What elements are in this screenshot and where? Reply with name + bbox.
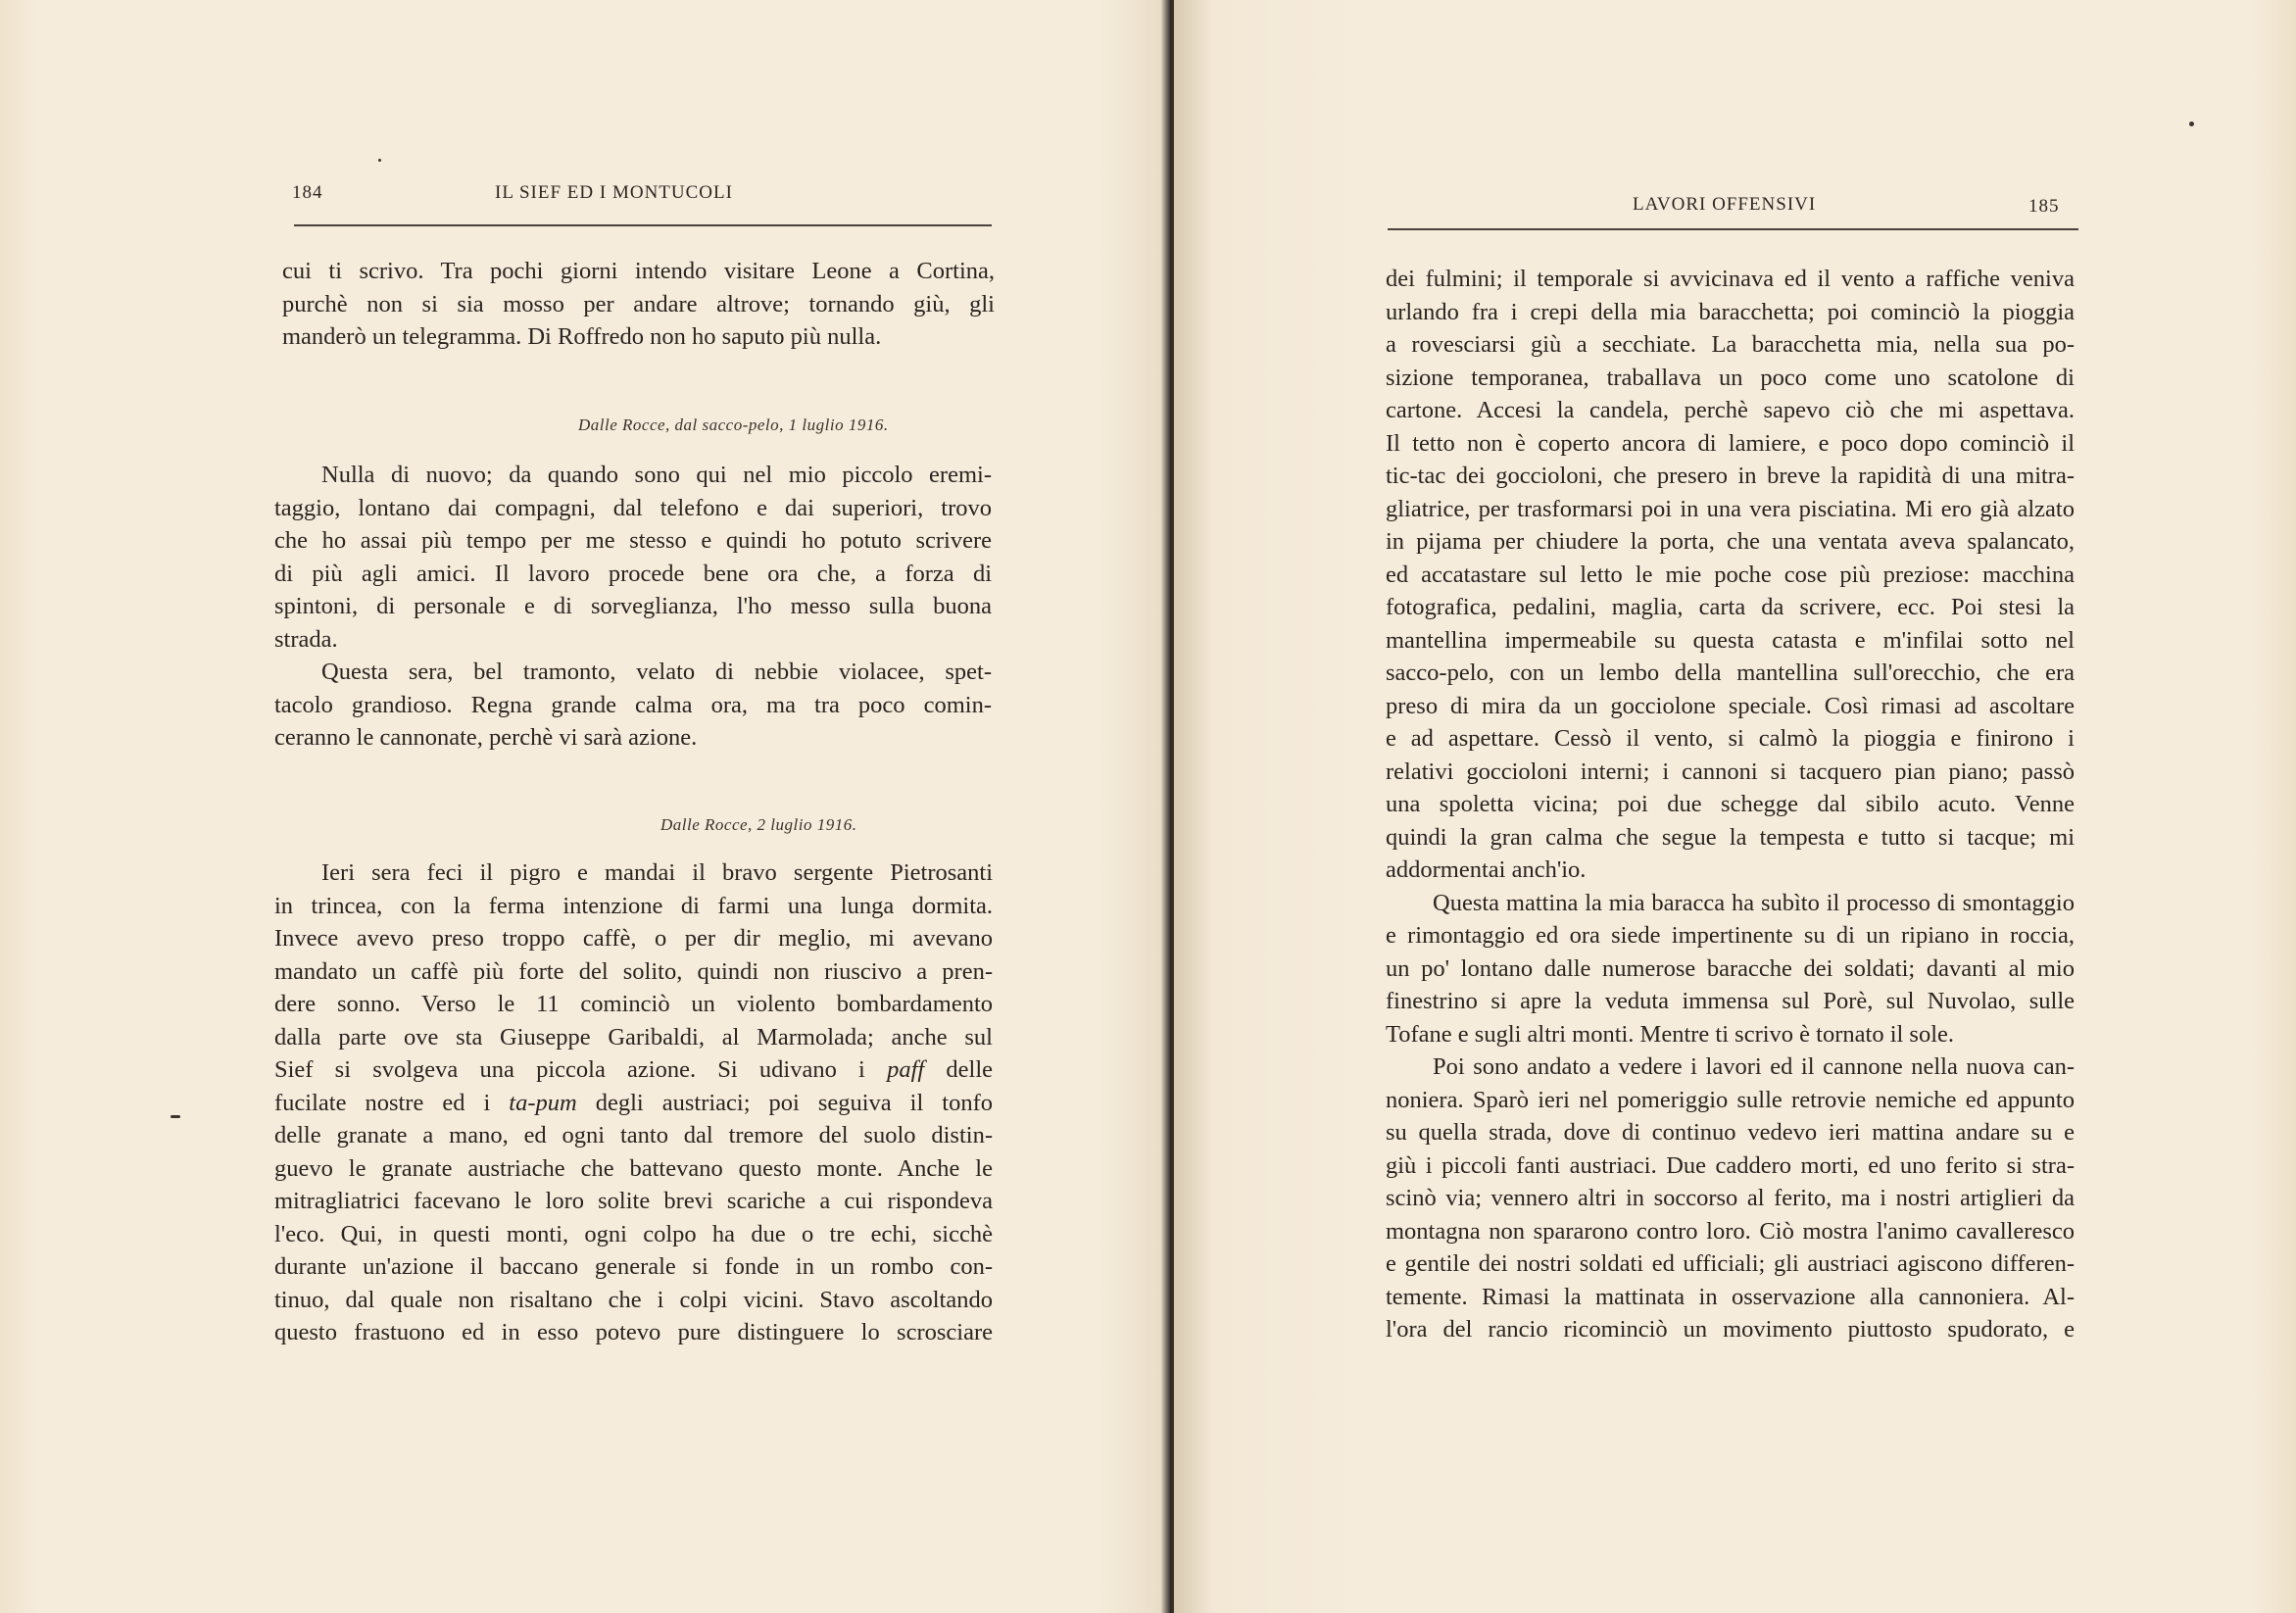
dateline-1: Dalle Rocce, dal sacco-pelo, 1 luglio 1916. — [578, 415, 889, 434]
paff-word: paff — [887, 1056, 925, 1083]
text-line: una spoletta vicina; poi due schegge dal sibilo acuto. Venne — [1386, 791, 2075, 817]
text-line: purchè non si sia mosso per andare altrove; tornando giù, gli — [282, 290, 995, 318]
text-line: Questa sera, bel tramonto, velato di nebbie violacee, spet- — [321, 659, 992, 685]
right-page — [1174, 0, 2296, 1613]
right-para-1 — [1386, 263, 2075, 1346]
text-line: tacolo grandioso. Regna grande calma ora, ma tra poco comin- — [274, 691, 992, 718]
text-line: noniera. Sparò ieri nel pomeriggio sulle retrovie nemiche ed appunto — [1386, 1086, 2075, 1113]
text-line: in pijama per chiudere la porta, che una ventata aveva spalancato, — [1386, 528, 2075, 555]
text-line: taggio, lontano dai compagni, dal telefono e dai superiori, trovo — [274, 494, 992, 521]
text-line: scinò via; vennero altri in soccorso al ferito, ma i nostri artiglieri da — [1386, 1185, 2075, 1211]
text-line: e rimontaggio ed ora siede impertinente su di un ripiano in roccia, — [1386, 922, 2075, 949]
text-line: dei fulmini; il temporale si avvicinava ed il vento a raffiche veniva — [1386, 266, 2075, 292]
page-number-right: 185 — [2028, 196, 2060, 217]
paper-speck — [2189, 122, 2194, 126]
text-line: finestrino si apre la veduta immensa sul Porè, sul Nuvolao, sulle — [1386, 988, 2075, 1014]
tapum-word: ta-pum — [509, 1089, 577, 1116]
text-line: montagna non spararono contro loro. Ciò mostra l'animo cavalleresco — [1386, 1217, 2075, 1245]
page-number-left: 184 — [292, 182, 323, 203]
text-line: tinuo, dal quale non risaltano che i colpi vicini. Stavo ascoltando — [274, 1286, 993, 1313]
text-line: Invece avevo preso troppo caffè, o per dir meglio, mi avevano — [274, 925, 993, 952]
text-segment: delle — [946, 1056, 994, 1083]
text-line: Ieri sera feci il pigro e mandai il bravo sergente Pietrosanti — [321, 859, 993, 886]
text-line: a rovesciarsi giù a secchiate. La baracchetta mia, nella sua po- — [1386, 331, 2075, 358]
left-para-4 — [274, 856, 993, 1349]
text-line: Nulla di nuovo; da quando sono qui nel mio piccolo eremi- — [321, 462, 992, 488]
text-line: dere sonno. Verso le 11 cominciò un violento bombardamento — [274, 991, 993, 1017]
left-para-1 — [282, 255, 995, 354]
running-head-right: LAVORI OFFENSIVI — [1633, 194, 1817, 215]
running-head-left: IL SIEF ED I MONTUCOLI — [495, 182, 733, 203]
text-line: e gentile dei nostri soldati ed ufficiali; gli austriaci agiscono differen- — [1386, 1250, 2075, 1277]
text-segment: Sief si svolgeva una piccola azione. Si udivano i — [274, 1056, 865, 1083]
text-line: dalla parte ove sta Giuseppe Garibaldi, al Marmolada; anche sul — [274, 1023, 993, 1051]
text-line: ceranno le cannonate, perchè vi sarà azione. — [274, 724, 698, 751]
text-line: fotografica, pedalini, maglia, carta da scrivere, ecc. Poi stesi la — [1386, 594, 2075, 620]
text-line: addormentai anch'io. — [1386, 856, 1587, 883]
text-line: sacco-pelo, con un lembo della mantellina sull'orecchio, che era — [1386, 660, 2075, 686]
text-line: preso di mira da un gocciolone speciale. Così rimasi ad ascoltare — [1386, 692, 2075, 719]
paper-speck — [171, 1115, 180, 1118]
text-line: su quella strada, dove di continuo vedevo ieri mattina andare su e — [1386, 1119, 2075, 1146]
text-segment: degli austriaci; poi seguiva il tonfo — [595, 1089, 994, 1116]
text-line: manderò un telegramma. Di Roffredo non ho saputo più nulla. — [282, 323, 882, 350]
text-line: strada. — [274, 625, 338, 653]
text-line: guevo le granate austriache che battevano questo monte. Anche le — [274, 1154, 993, 1182]
header-rule-right — [1388, 228, 2078, 230]
left-para-2 — [274, 459, 992, 755]
text-line: Tofane e sugli altri monti. Mentre ti scrivo è tornato il sole. — [1386, 1020, 1955, 1048]
text-line: relativi goccioloni interni; i cannoni si tacquero pian piano; passò — [1386, 758, 2075, 785]
text-line: e ad aspettare. Cessò il vento, si calmò la pioggia e finirono i — [1386, 725, 2075, 752]
text-line: delle granate a mano, ed ogni tanto dal tremore del suolo distin- — [274, 1122, 993, 1149]
text-line: urlando fra i crepi della mia baracchetta; poi cominciò la pioggia — [1386, 298, 2075, 325]
text-line: gliatrice, per trasformarsi poi in una vera pisciatina. Mi ero già alzato — [1386, 495, 2075, 522]
dateline-2: Dalle Rocce, 2 luglio 1916. — [660, 815, 857, 834]
text-line: mitragliatrici facevano le loro solite brevi scariche a cui rispondeva — [274, 1188, 993, 1214]
text-line: mandato un caffè più forte del solito, quindi non riuscivo a pren- — [274, 957, 993, 985]
text-line: tic-tac dei goccioloni, che presero in breve la rapidità di una mitra- — [1386, 463, 2075, 489]
text-line: un po' lontano dalle numerose baracche dei soldati; davanti al mio — [1386, 954, 2075, 982]
text-line: in trincea, con la ferma intenzione di farmi una lunga dormita. — [274, 892, 993, 919]
text-line: che ho assai più tempo per me stesso e quindi ho potuto scrivere — [274, 527, 992, 554]
text-line: temente. Rimasi la mattinata in osservazione alla cannoniera. Al- — [1386, 1283, 2075, 1310]
text-segment: fucilate nostre ed i — [274, 1089, 491, 1116]
text-line: quindi la gran calma che segue la tempesta e tutto si tacque; mi — [1386, 823, 2075, 851]
text-line: Questa mattina la mia baracca ha subìto il processo di smontaggio — [1433, 889, 2075, 916]
text-line: giù i piccoli fanti austriaci. Due caddero morti, ed uno ferito si stra- — [1386, 1151, 2075, 1179]
text-line: di più agli amici. Il lavoro procede bene ora che, a forza di — [274, 560, 992, 587]
text-line: Poi sono andato a vedere i lavori ed il cannone nella nuova can- — [1433, 1053, 2075, 1080]
text-line: cui ti scrivo. Tra pochi giorni intendo visitare Leone a Cortina, — [282, 258, 995, 284]
text-line: cartone. Accesi la candela, perchè sapevo ciò che mi aspettava. — [1386, 397, 2075, 423]
text-line-paff — [274, 1053, 993, 1087]
paper-speck — [378, 159, 381, 162]
text-line: sizione temporanea, traballava un poco come uno scatolone di — [1386, 364, 2075, 391]
text-line: Il tetto non è coperto ancora di lamiere, e poco dopo cominciò il — [1386, 429, 2075, 457]
header-rule-left — [294, 224, 992, 226]
text-line: durante un'azione il baccano generale si fonde in un rombo con- — [274, 1253, 993, 1280]
text-line: l'eco. Qui, in questi monti, ogni colpo ha due o tre echi, sicchè — [274, 1220, 993, 1247]
text-line: ed accatastare sul letto le mie poche cose più preziose: macchina — [1386, 561, 2075, 588]
text-line: spintoni, di personale e di sorveglianza, l'ho messo sulla buona — [274, 593, 992, 619]
text-line: l'ora del rancio ricominciò un movimento piuttosto spudorato, e — [1386, 1316, 2075, 1343]
text-line: questo frastuono ed in esso potevo pure distinguere lo scrosciare — [274, 1319, 993, 1345]
text-line: mantellina impermeabile su questa catasta e m'infilai sotto nel — [1386, 626, 2075, 654]
text-line-tapum — [274, 1087, 993, 1120]
